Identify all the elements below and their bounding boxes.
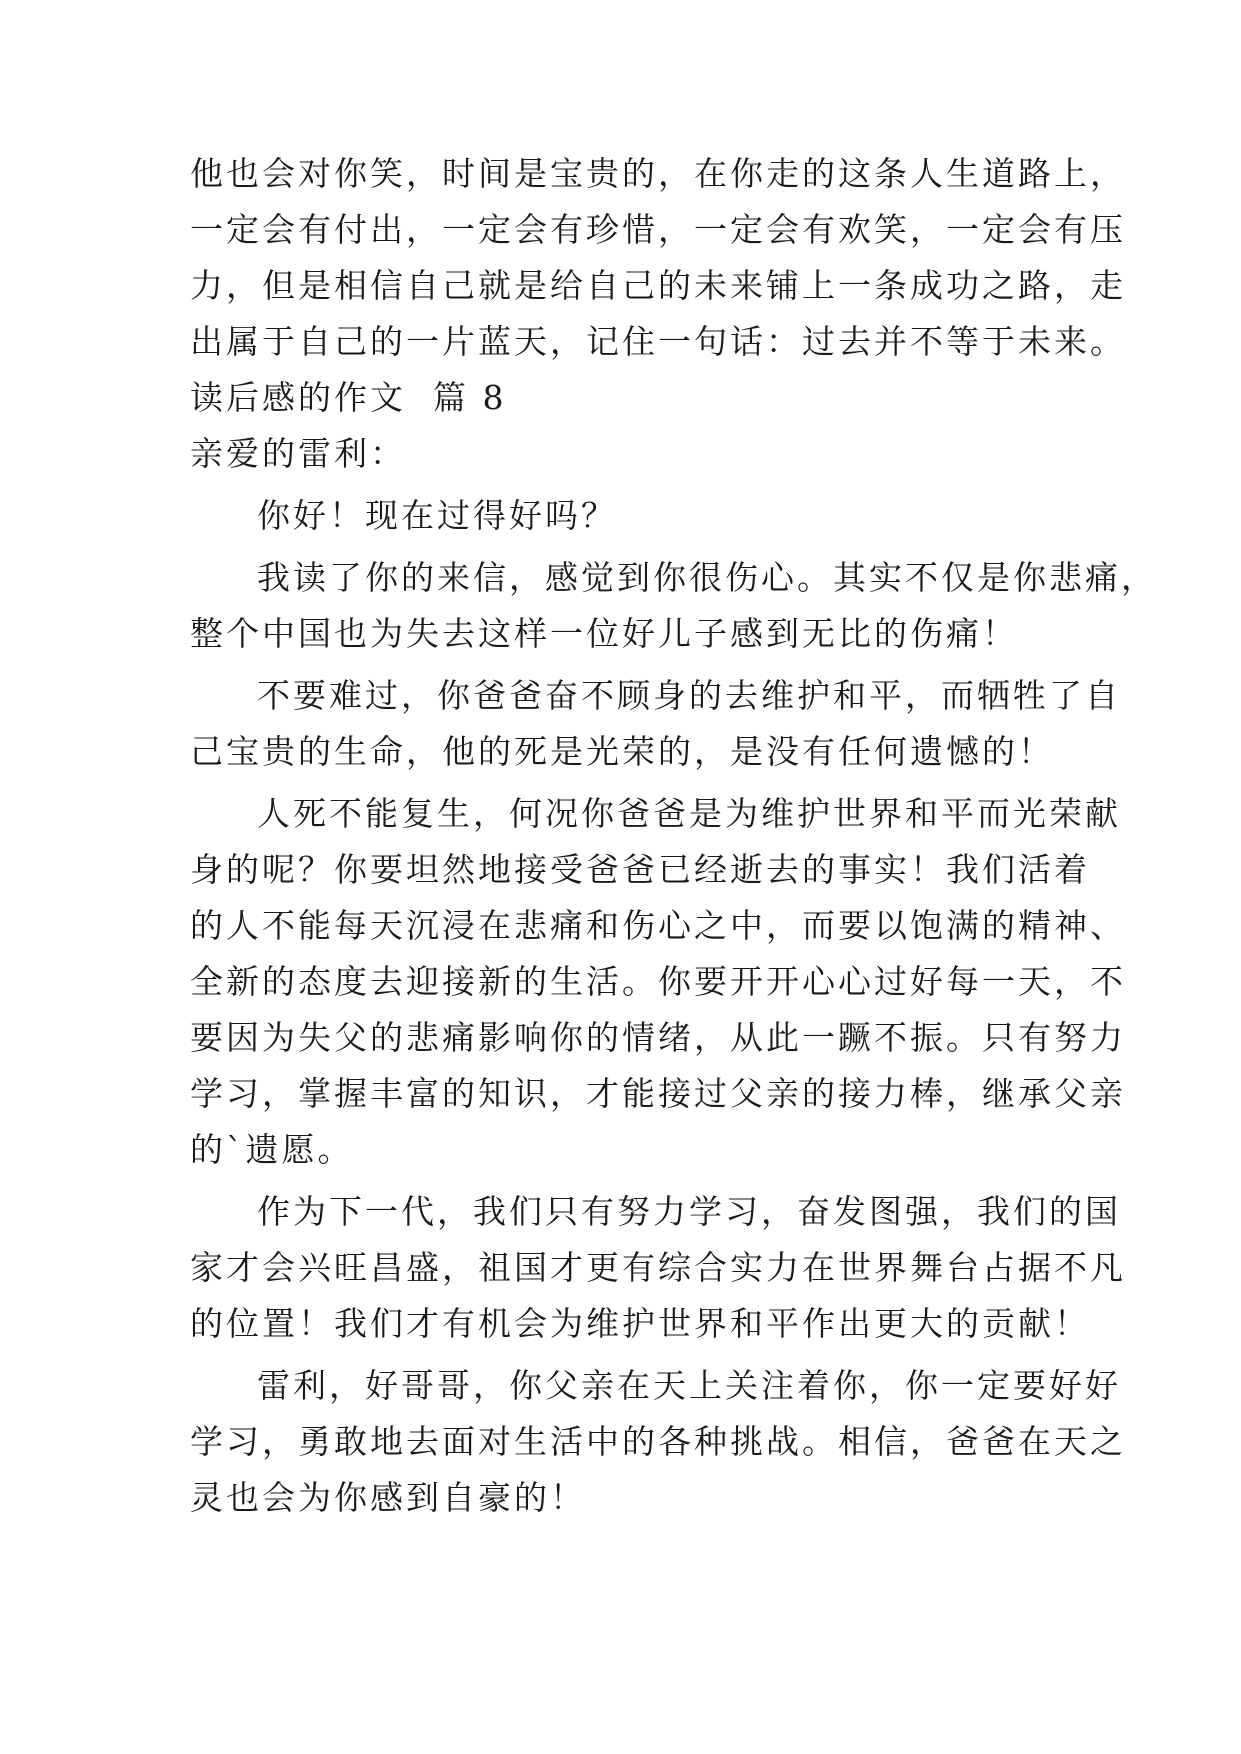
section-heading: 读后感的作文 篇 8 — [190, 378, 507, 417]
text-line: 人死不能复生，何况你爸爸是为维护世界和平而光荣献 — [257, 794, 1121, 833]
text-line: 的`遗愿。 — [190, 1130, 354, 1169]
text-line: 家才会兴旺昌盛，祖国才更有综合实力在世界舞台占据不凡 — [190, 1248, 1126, 1287]
text-line: 出属于自己的一片蓝天，记住一句话：过去并不等于未来。 — [190, 322, 1126, 361]
text-line: 整个中国也为失去这样一位好儿子感到无比的伤痛！ — [190, 614, 1018, 653]
text-line: 的人不能每天沉浸在悲痛和伤心之中，而要以饱满的精神、 — [190, 906, 1126, 945]
greeting-line: 你好！现在过得好吗？ — [257, 496, 617, 535]
text-line: 灵也会为你感到自豪的！ — [190, 1478, 586, 1517]
text-line: 全新的态度去迎接新的生活。你要开开心心过好每一天，不 — [190, 962, 1126, 1001]
text-line: 一定会有付出，一定会有珍惜，一定会有欢笑，一定会有压 — [190, 210, 1126, 249]
text-line: 他也会对你笑，时间是宝贵的，在你走的这条人生道路上， — [190, 154, 1126, 193]
text-line: 力，但是相信自己就是给自己的未来铺上一条成功之路，走 — [190, 266, 1126, 305]
text-line: 我读了你的来信，感觉到你很伤心。其实不仅是你悲痛， — [257, 558, 1157, 597]
text-line: 学习，勇敢地去面对生活中的各种挑战。相信，爸爸在天之 — [190, 1422, 1126, 1461]
text-line: 作为下一代，我们只有努力学习，奋发图强，我们的国 — [257, 1192, 1121, 1231]
text-line: 学习，掌握丰富的知识，才能接过父亲的接力棒，继承父亲 — [190, 1074, 1126, 1113]
text-line: 身的呢？你要坦然地接受爸爸已经逝去的事实！我们活着 — [190, 850, 1090, 889]
letter-salutation: 亲爱的雷利： — [190, 434, 406, 473]
text-line: 要因为失父的悲痛影响你的情绪，从此一蹶不振。只有努力 — [190, 1018, 1126, 1057]
text-line: 己宝贵的生命，他的死是光荣的，是没有任何遗憾的！ — [190, 732, 1054, 771]
text-line: 的位置！我们才有机会为维护世界和平作出更大的贡献！ — [190, 1304, 1090, 1343]
text-line: 不要难过，你爸爸奋不顾身的去维护和平，而牺牲了自 — [257, 676, 1121, 715]
text-line: 雷利，好哥哥，你父亲在天上关注着你，你一定要好好 — [257, 1366, 1121, 1405]
